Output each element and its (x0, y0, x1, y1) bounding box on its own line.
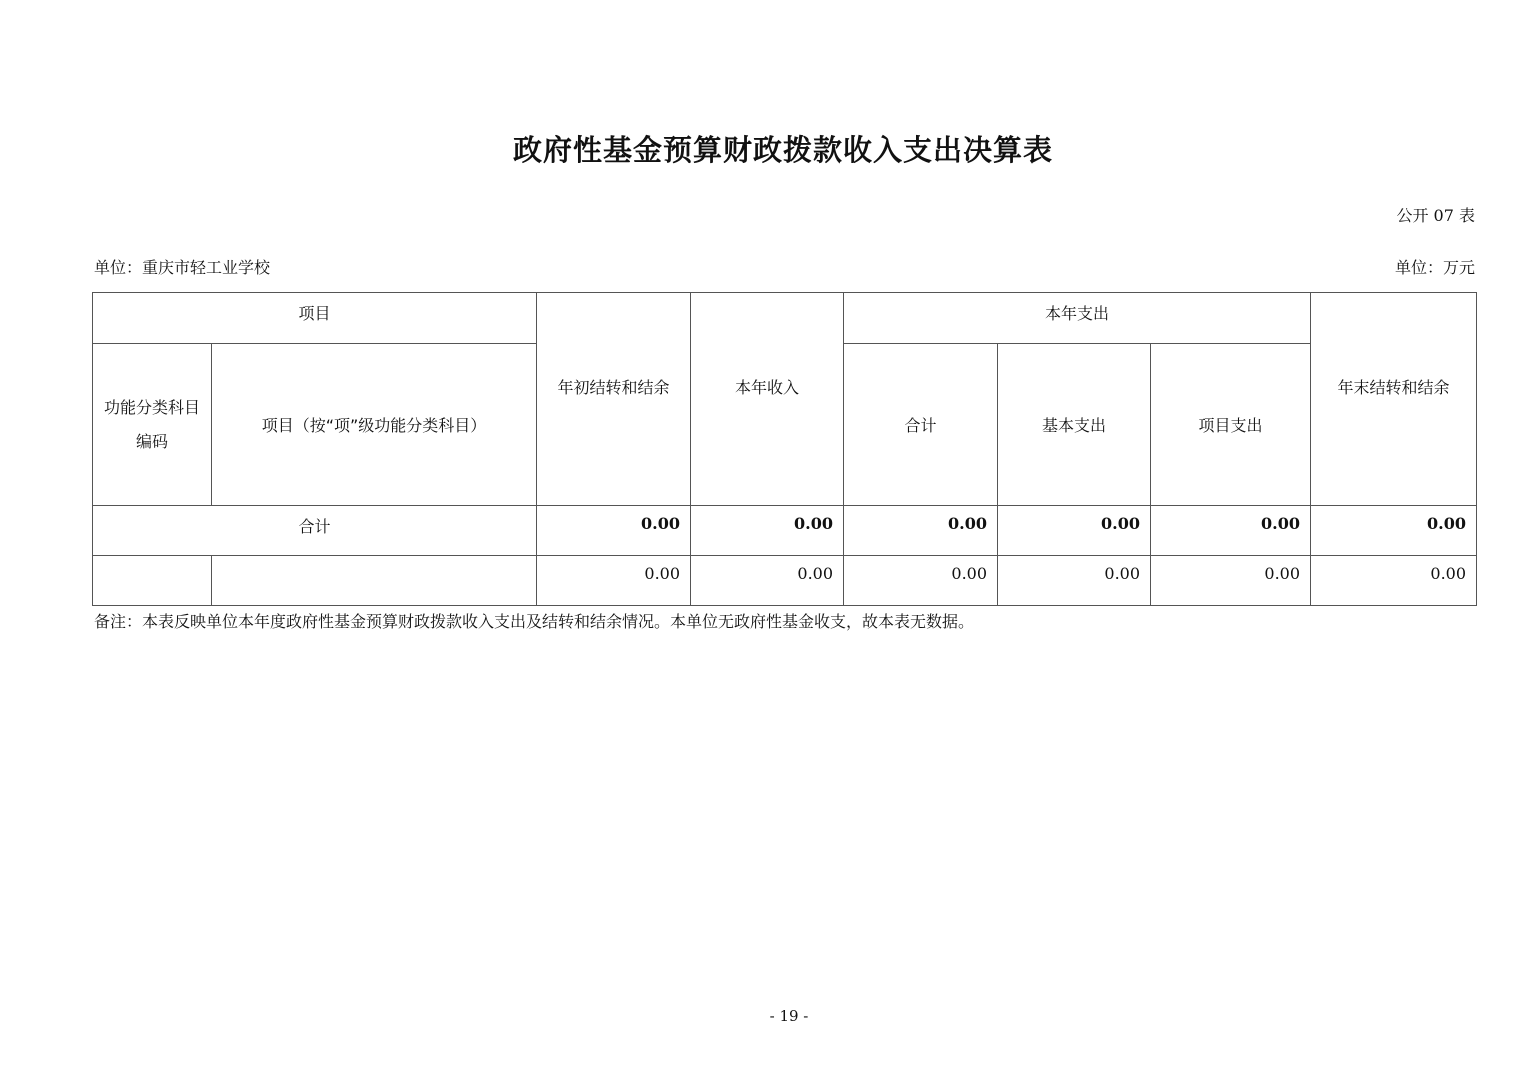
header-project-expenditure: 项目支出 (1151, 344, 1311, 506)
total-row (93, 506, 1477, 556)
data-row (93, 556, 1477, 606)
total-expenditure-total: 0.00 (844, 506, 998, 556)
header-opening-balance: 年初结转和结余 (537, 293, 691, 506)
header-closing-balance: 年末结转和结余 (1311, 293, 1477, 506)
data-row-item (212, 556, 537, 606)
data-opening-balance: 0.00 (537, 556, 691, 606)
header-function-code: 功能分类科目编码 (93, 344, 212, 506)
data-current-income: 0.00 (691, 556, 844, 606)
currency-unit: 单位：万元 (1394, 258, 1475, 277)
header-project-group: 项目 (93, 293, 537, 344)
header-current-income: 本年收入 (691, 293, 844, 506)
total-closing-balance: 0.00 (1311, 506, 1477, 556)
page-number: - 19 - (769, 1007, 809, 1025)
reporting-unit: 单位：重庆市轻工业学校 (94, 258, 271, 277)
total-project-expenditure: 0.00 (1151, 506, 1311, 556)
page-title: 政府性基金预算财政拨款收入支出决算表 (512, 133, 1053, 167)
data-closing-balance: 0.00 (1311, 556, 1477, 606)
data-row-code (93, 556, 212, 606)
header-item: 项目（按“项”级功能分类科目） (212, 344, 537, 506)
header-row-top (93, 293, 1477, 344)
total-row-label: 合计 (93, 506, 537, 556)
total-opening-balance: 0.00 (537, 506, 691, 556)
total-basic-expenditure: 0.00 (998, 506, 1151, 556)
header-expenditure-total: 合计 (844, 344, 998, 506)
total-current-income: 0.00 (691, 506, 844, 556)
table-code: 公开 07 表 (1396, 206, 1475, 225)
data-basic-expenditure: 0.00 (998, 556, 1151, 606)
header-basic-expenditure: 基本支出 (998, 344, 1151, 506)
table-note: 备注：本表反映单位本年度政府性基金预算财政拨款收入支出及结转和结余情况。本单位无政府性基金收支，故本表无数据。 (94, 612, 975, 631)
header-expenditure-group: 本年支出 (844, 293, 1311, 344)
data-expenditure-total: 0.00 (844, 556, 998, 606)
data-project-expenditure: 0.00 (1151, 556, 1311, 606)
fund-budget-table (92, 292, 1477, 606)
